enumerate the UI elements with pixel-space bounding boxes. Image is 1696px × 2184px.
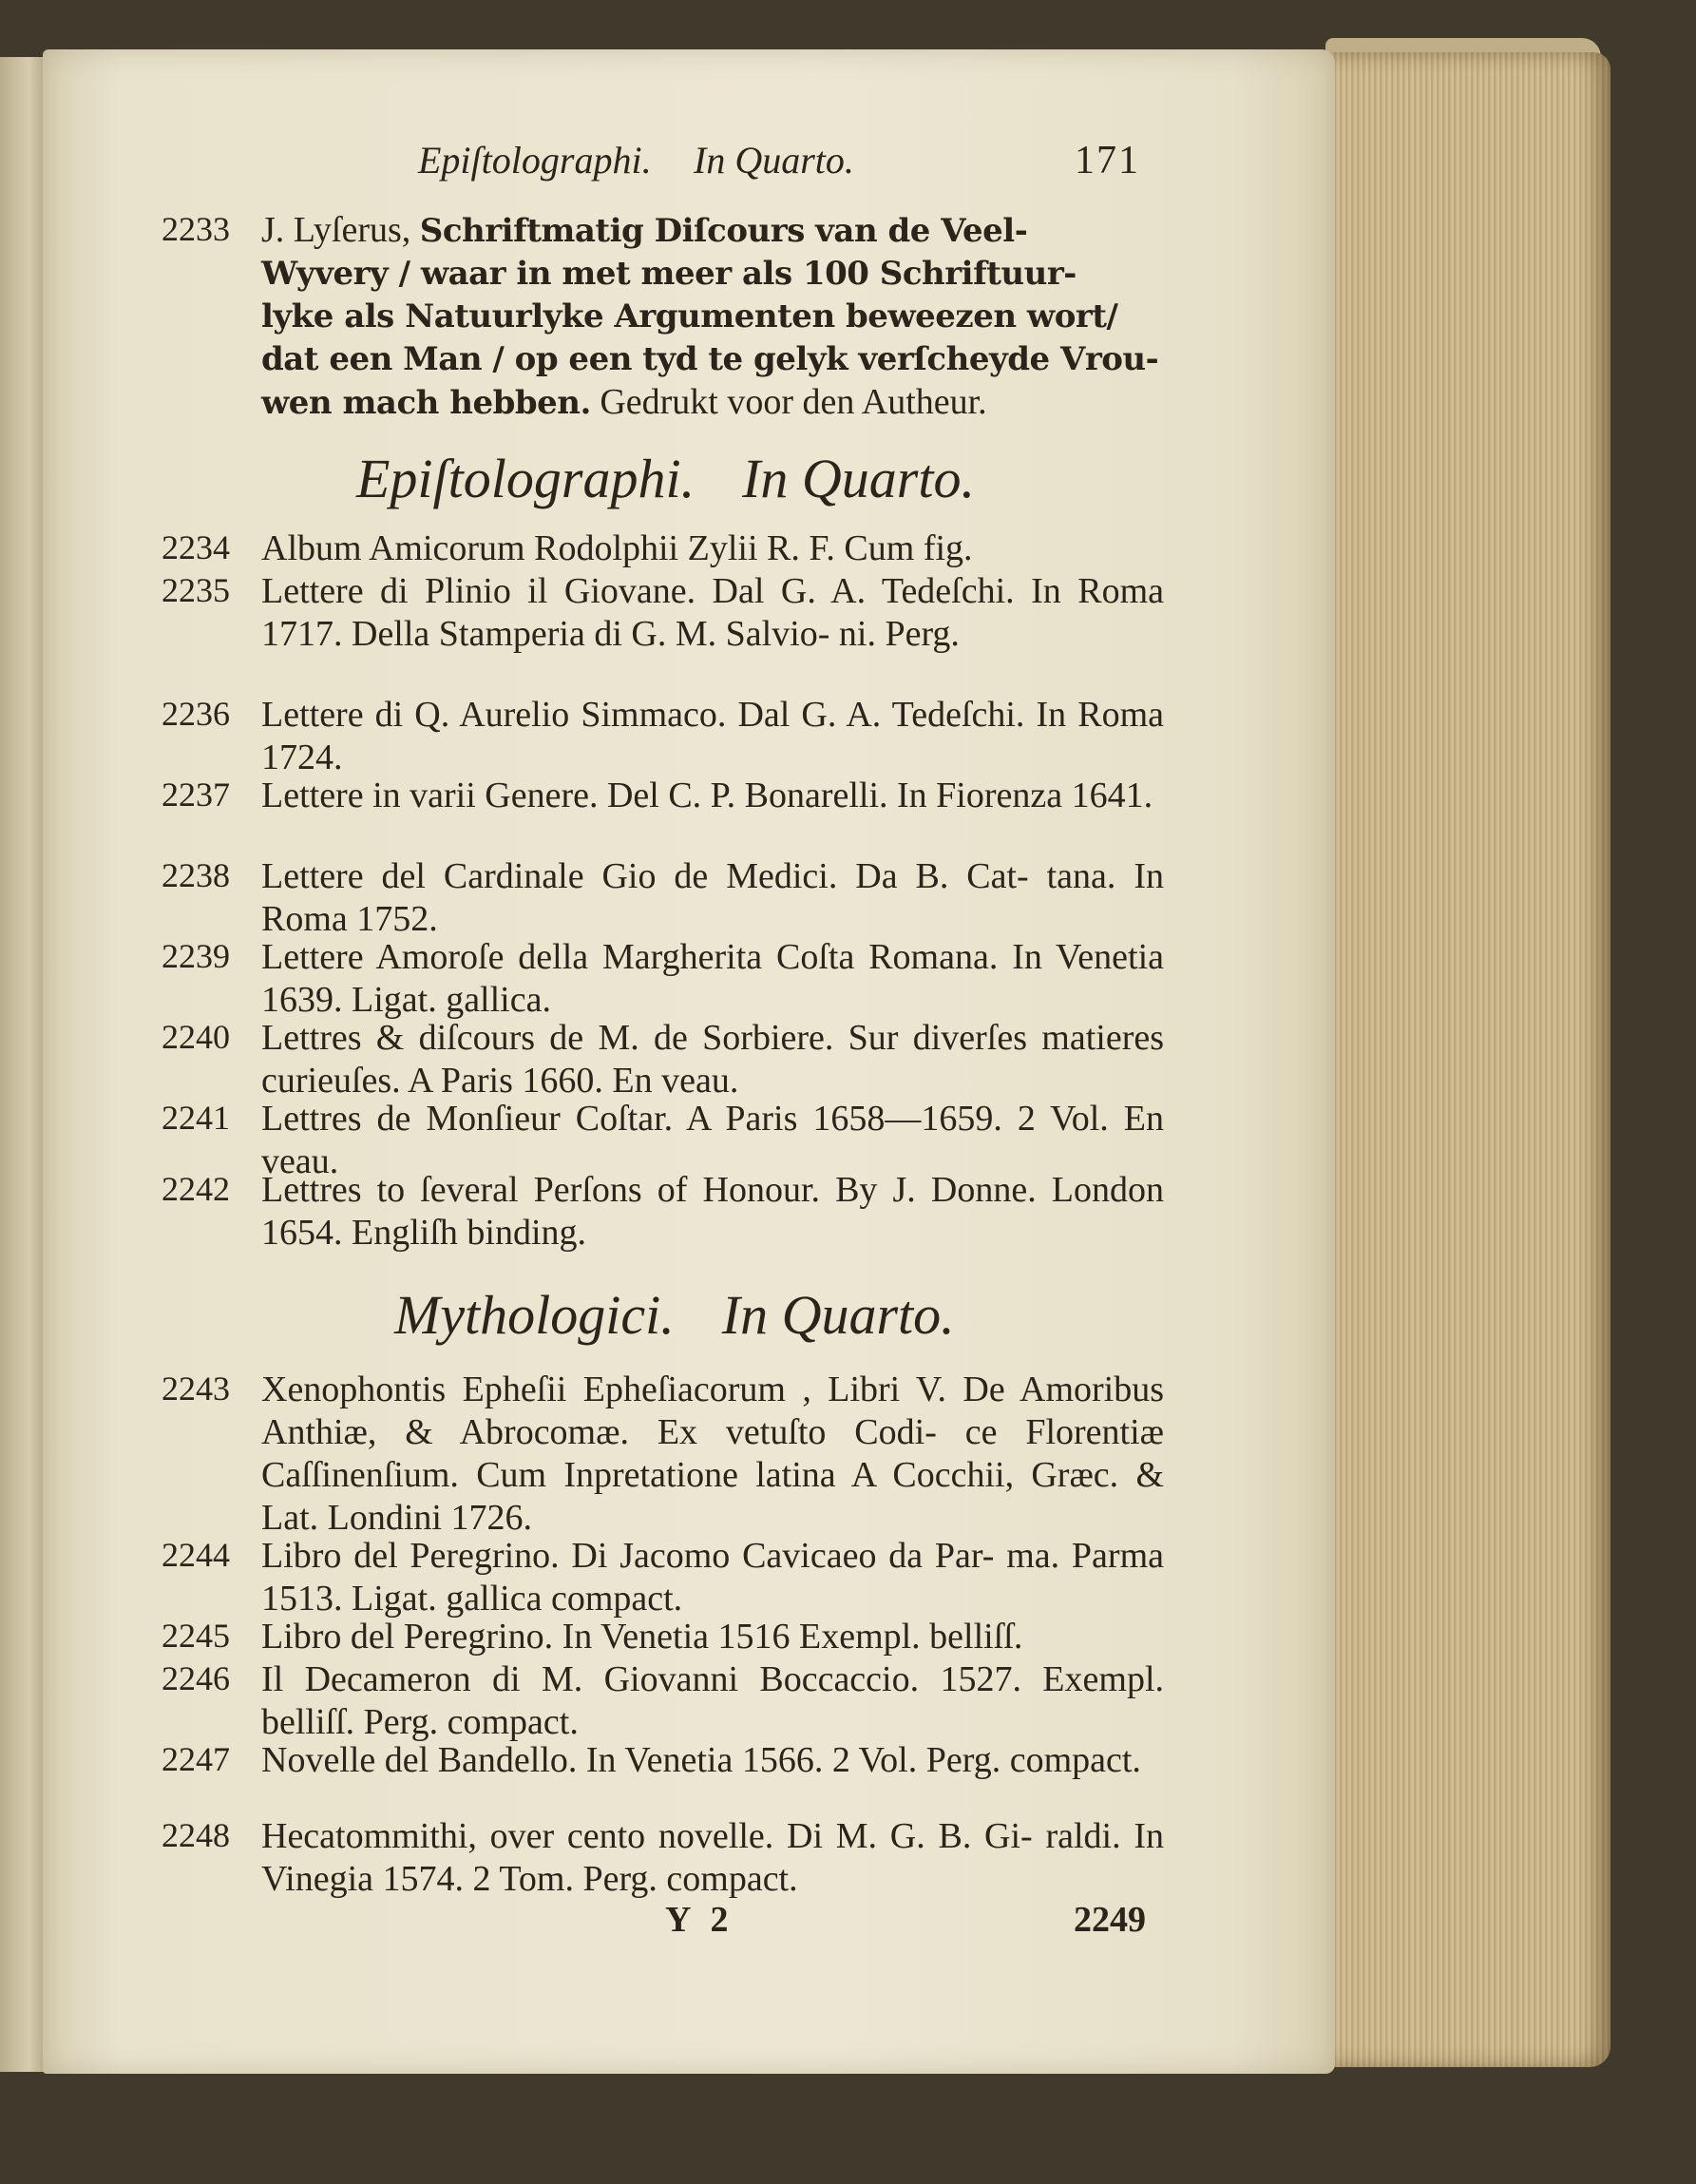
entry-number: 2248 [162, 1816, 230, 1854]
entry-text: Novelle del Bandello. In Venetia 1566. 2 Vol. Perg. compact. [261, 1740, 1141, 1780]
section-heading-epistolographi [356, 447, 975, 510]
catchword: 2249 [1074, 1900, 1146, 1940]
entry-text: Lettres to ſeveral Perſons of Honour. By J. Donne. London 1654. Engliſh binding. [261, 1170, 1164, 1253]
header-format: In Quarto. [694, 139, 854, 182]
entry-text: J. Lyſerus, Schriftmatig Diſcours van de Veel- Wyvery / waar in met meer als 100 Schriftuur- lyke als Natuurlyke Argumenten beweezen wort/ dat een Man / op een tyd te gelyk verſcheyde Vrou- wen mach hebben. Gedrukt voor den Autheur. [261, 210, 1159, 422]
running-header [418, 138, 1140, 185]
entry-number: 2240 [162, 1018, 230, 1056]
page-number: 171 [1075, 139, 1140, 182]
entry-text: Il Decameron di M. Giovanni Boccaccio. 1527. Exempl. belliſſ. Perg. compact. [261, 1659, 1164, 1742]
page-block-edge [1325, 52, 1610, 2067]
entry-number: 2238 [162, 856, 230, 894]
entry-number: 2247 [162, 1740, 230, 1778]
entry-number: 2237 [162, 776, 230, 814]
entry-number: 2242 [162, 1170, 230, 1208]
header-title: Epiſtolographi. [418, 139, 652, 182]
entry-text: Xenophontis Epheſii Epheſiacorum , Libri V. De Amoribus Anthiæ, & Abrocomæ. Ex vetuſto Codi- ce Florentiæ Caſſinenſium. Cum Inpretatione latina A Cocchii, Græc. & Lat. Londini 1726. [261, 1370, 1164, 1538]
entry-text: Lettere di Plinio il Giovane. Dal G. A. Tedeſchi. In Roma 1717. Della Stamperia di G. M. Salvio- ni. Perg. [261, 571, 1164, 654]
section-heading-mythologici [394, 1283, 955, 1347]
section-title: Epiſtolographi. [356, 448, 696, 509]
entry-number: 2241 [162, 1099, 230, 1137]
signature-mark: Y 2 [665, 1900, 734, 1940]
entry-number: 2245 [162, 1617, 230, 1655]
section-format: In Quarto. [742, 448, 975, 509]
entry-number: 2233 [162, 210, 230, 248]
entry-text: Libro del Peregrino. Di Jacomo Cavicaeo da Par- ma. Parma 1513. Ligat. gallica compact. [261, 1536, 1164, 1619]
entry-text: Hecatommithi, over cento novelle. Di M. G. B. Gi- raldi. In Vinegia 1574. 2 Tom. Perg. compact. [261, 1816, 1164, 1899]
entry-text: Libro del Peregrino. In Venetia 1516 Exempl. belliſſ. [261, 1617, 1023, 1657]
entry-number: 2246 [162, 1659, 230, 1697]
entry-text: Lettere in varii Genere. Del C. P. Bonarelli. In Fiorenza 1641. [261, 776, 1153, 815]
entry-text: Album Amicorum Rodolphii Zylii R. F. Cum fig. [261, 528, 973, 568]
entry-text: Lettres de Monſieur Coſtar. A Paris 1658—1659. 2 Vol. En veau. [261, 1099, 1164, 1181]
entry-number: 2243 [162, 1370, 230, 1408]
entry-text: Lettres & diſcours de M. de Sorbiere. Sur diverſes matieres curieuſes. A Paris 1660. En veau. [261, 1018, 1164, 1101]
entry-text: Lettere di Q. Aurelio Simmaco. Dal G. A. Tedeſchi. In Roma 1724. [261, 695, 1164, 777]
entry-number: 2236 [162, 695, 230, 733]
entry-text: Lettere del Cardinale Gio de Medici. Da B. Cat- tana. In Roma 1752. [261, 856, 1164, 939]
section-format: In Quarto. [721, 1284, 955, 1346]
entry-text: Lettere Amoroſe della Margherita Coſta Romana. In Venetia 1639. Ligat. gallica. [261, 937, 1164, 1020]
entry-number: 2239 [162, 937, 230, 975]
entry-number: 2244 [162, 1536, 230, 1574]
section-title: Mythologici. [394, 1284, 675, 1346]
entry-number: 2235 [162, 571, 230, 609]
entry-number: 2234 [162, 528, 230, 566]
